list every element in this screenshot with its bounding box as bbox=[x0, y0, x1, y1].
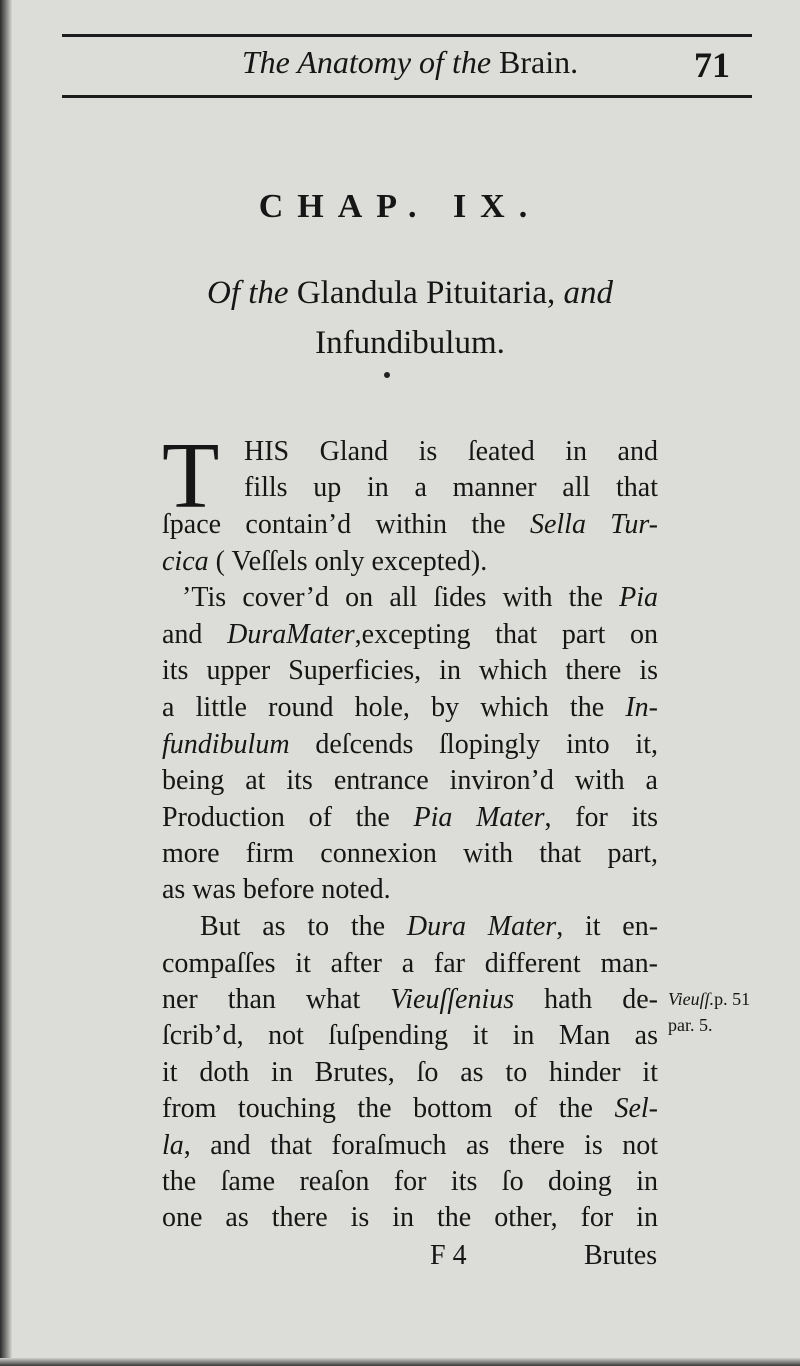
text-line: one as there is in the other, for in bbox=[162, 1202, 658, 1233]
ornament-dot bbox=[384, 372, 390, 378]
section-title-infundibulum: Infundibulum. bbox=[315, 325, 505, 361]
text-line: ner than what Vieuſſenius hath de- bbox=[162, 984, 658, 1015]
section-title bbox=[140, 268, 680, 368]
running-title-italic: The Anatomy of the bbox=[241, 44, 492, 80]
text-line: as was before noted. bbox=[162, 874, 391, 905]
text-line: But as to the Dura Mater, it en- bbox=[200, 911, 659, 942]
page-bottom-edge bbox=[0, 1358, 800, 1366]
drop-cap: T bbox=[162, 424, 220, 528]
text-line: fills up in a manner all that bbox=[244, 472, 658, 503]
text-line: cica ( Veſſels only excepted). bbox=[162, 546, 488, 577]
text-line: it doth in Brutes, ſo as to hinder it bbox=[162, 1057, 658, 1088]
text-line: la, and that foraſmuch as there is not bbox=[162, 1130, 658, 1161]
text-line: HIS Gland is ſeated in and bbox=[244, 436, 658, 467]
margin-note-part: par. 5. bbox=[668, 1015, 713, 1035]
page-gutter-shadow bbox=[0, 0, 12, 1366]
section-title-of: Of the bbox=[206, 275, 289, 311]
signature-mark: F 4 bbox=[430, 1240, 467, 1271]
section-title-and: and bbox=[563, 275, 614, 311]
running-title-roman: Brain. bbox=[499, 44, 579, 80]
text-line: fundibulum deſcends ſlopingly into it, bbox=[162, 729, 658, 760]
text-line: its upper Superficies, in which there is bbox=[162, 655, 658, 686]
header-rule-top bbox=[62, 34, 752, 37]
catchword: Brutes bbox=[584, 1240, 658, 1271]
chapter-heading: CHAP. IX. bbox=[258, 188, 542, 225]
text-line: compaſſes it after a far different man- bbox=[162, 948, 658, 979]
text-line: a little round hole, by which the In- bbox=[162, 692, 658, 723]
text-line: being at its entrance inviron’d with a bbox=[162, 765, 658, 796]
text-line: and DuraMater,excepting that part on bbox=[162, 619, 659, 650]
margin-note-reference: Vieuſſ.p. 51 bbox=[668, 989, 751, 1009]
text-line: Production of the Pia Mater, for its bbox=[162, 802, 659, 833]
text-line: ſpace contain’d within the Sella Tur- bbox=[162, 509, 658, 540]
text-line: ’Tis cover’d on all ſides with the Pia bbox=[182, 582, 658, 613]
text-line: ſcrib’d, not ſuſpending it in Man as bbox=[162, 1020, 658, 1051]
text-line: from touching the bottom of the Sel- bbox=[162, 1093, 658, 1124]
text-line: more firm connexion with that part, bbox=[162, 838, 658, 869]
page-number: 71 bbox=[694, 45, 730, 85]
section-title-gland: Glandula Pituitaria, bbox=[296, 275, 556, 311]
running-title bbox=[130, 40, 690, 84]
text-line: the ſame reaſon for its ſo doing in bbox=[162, 1166, 658, 1197]
header-rule-bottom bbox=[62, 95, 752, 98]
